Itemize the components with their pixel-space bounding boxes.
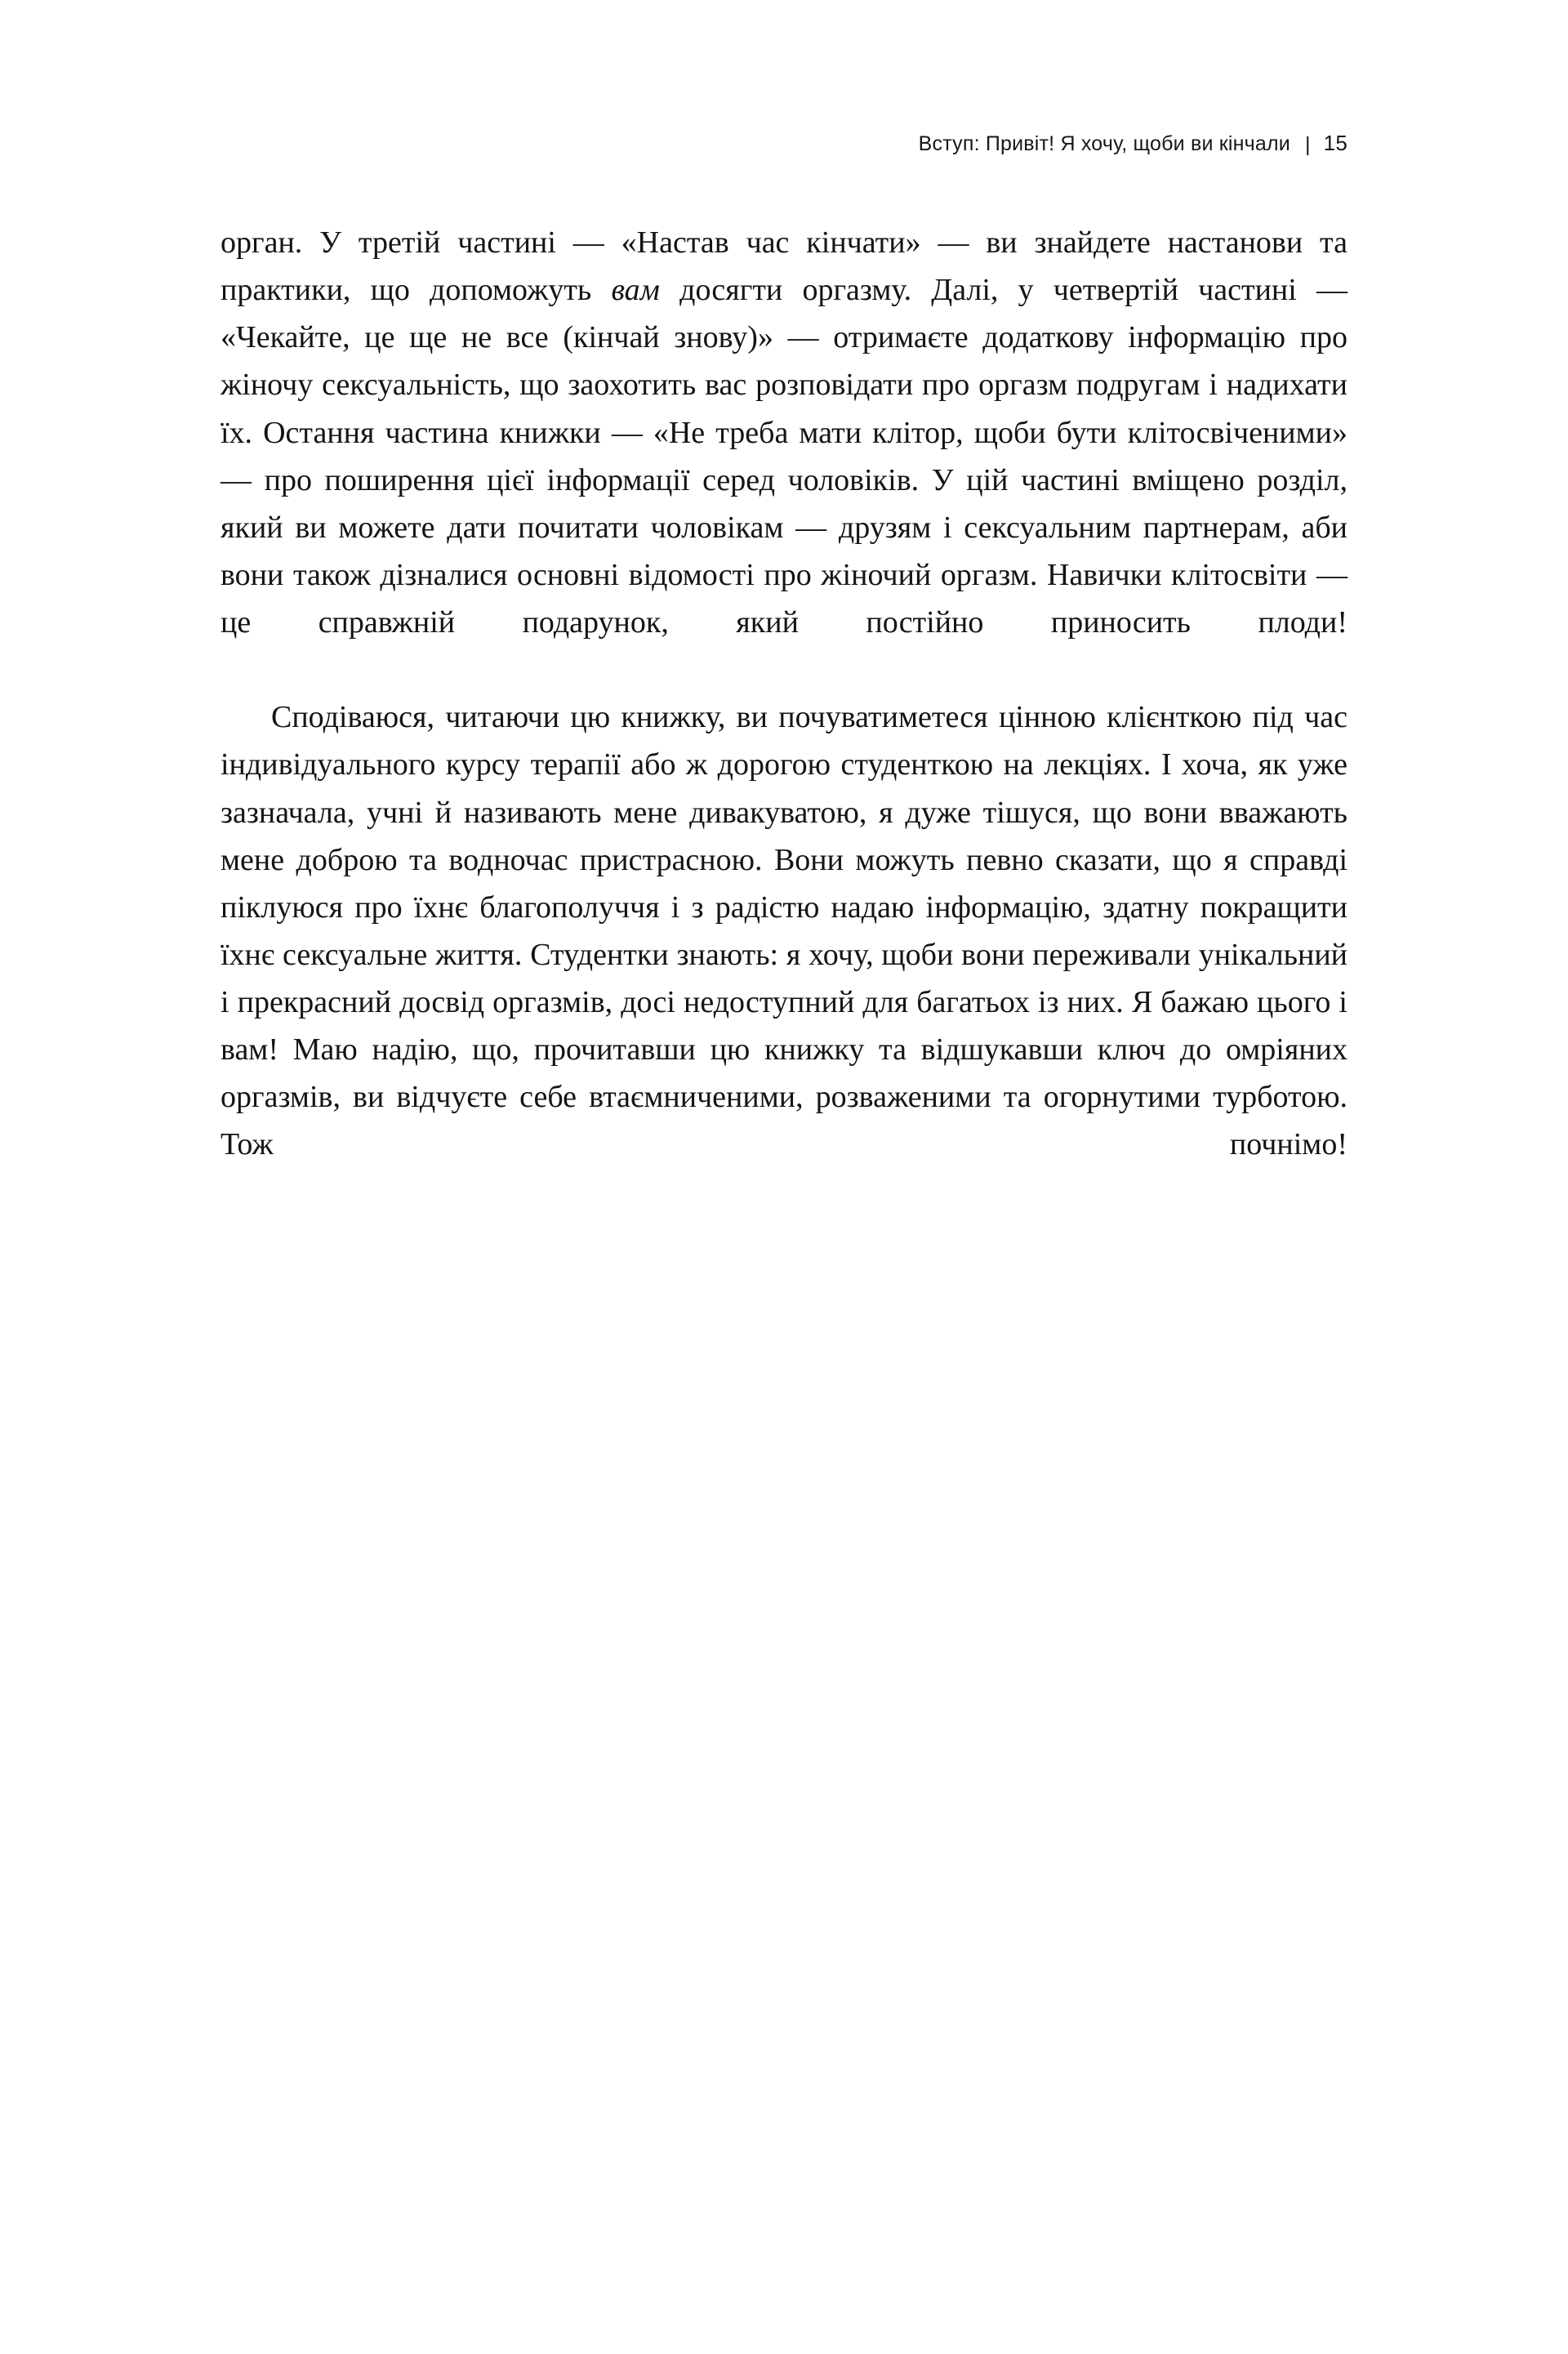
running-head-title: Вступ: Привіт! Я хочу, щоби ви кінчали — [918, 132, 1290, 155]
body-text — [220, 219, 1348, 1216]
emphasis-text: вам — [611, 273, 660, 308]
page-number: 15 — [1323, 131, 1348, 155]
running-head — [0, 131, 1568, 156]
paragraph-par-hope: Сподіваюся, читаючи цю книжку, ви почуватиметеся цінною клієнткою під час індивідуального курсу терапії або ж дорогою студенткою на лекціях. І хоча, як уже зазначала, учні й називають мене дивакуватою, я дуже тішуся, що вони вважають мене доброю та водночас пристрасною. Вони можуть певно сказати, що я справді піклуюся про їхнє благополуччя і з радістю надаю інформацію, здатну покращити їхнє сексуальне життя. Студентки знають: я хочу, щоби вони переживали унікальний і прекрасний досвід оргазмів, досі недоступний для багатьох із них. Я бажаю цього і вам! Маю надію, що, прочитавши цю книжку та відшукавши ключ до омріяних оргазмів, ви відчуєте себе втаємниченими, розваженими та огорнутими турботою. Тож почнімо! — [220, 700, 1348, 1162]
paragraph-par-continued: орган. У третій частині — «Настав час кінчати» — ви знайдете настанови та практики, що допоможуть вам досягти оргазму. Далі, у четвертій частині — «Чекайте, це ще не все (кінчай знову)» — отримаєте додаткову інформацію про жіночу сексуальність, що заохотить вас розповідати про оргазм подругам і надихати їх. Остання частина книжки — «Не треба мати клітор, щоби бути клітосвіченими» — про поширення цієї інформації серед чоловіків. У цій частині вміщено розділ, який ви можете дати почитати чоловікам — друзям і сексуальним партнерам, аби вони також дізналися основні відомості про жіночий оргазм. Навички клітосвіти — це справжній подарунок, який постійно приносить плоди! — [220, 225, 1348, 640]
running-head-separator: | — [1304, 133, 1311, 156]
